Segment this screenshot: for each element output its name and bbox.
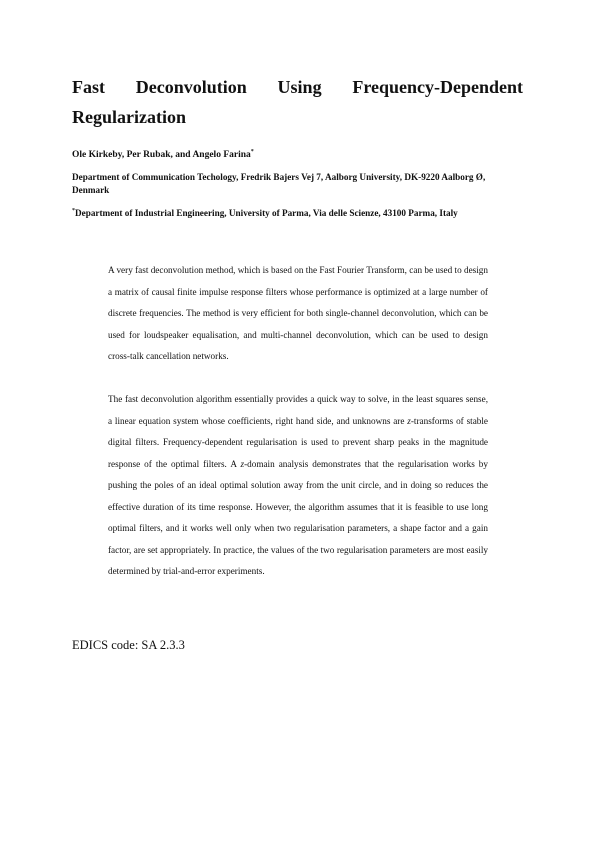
abstract-text: -domain analysis demonstrates that the regularisation works by pushing the poles of an ideal optimal solution away from the unit circle, and in doing so reduces the effective duration of its time response. However, the algorithm assumes that it is feasible to use long optimal filters, and it works well only when two regularisation parameters, a shape factor and a gain factor, are set appropriately. In practice, the values of the two regularisation parameters are most easily determined by trial-and-error experiments. [108,458,488,576]
title-word: Fast [72,77,105,97]
affiliation-parma-text: Department of Industrial Engineering, University of Parma, Via delle Scienze, 43100 Parma, Italy [75,208,458,218]
affiliation-parma [72,208,458,218]
affiliation-footnote-marker: * [72,207,75,214]
title-line-1 [72,72,523,102]
title-word: Using [277,77,322,97]
abstract-paragraph-2 [108,389,488,583]
z-variable: z [407,415,411,426]
abstract-text: -transforms of stable digital filters. Frequency-dependent regularisation is used to prevent sharp peaks in the magnitude response of the optimal filters. A [108,415,488,469]
title-line-2: Regularization [72,107,186,127]
author-footnote-marker: * [250,148,254,155]
paper-title [72,72,523,132]
abstract-paragraph-1: A very fast deconvolution method, which is based on the Fast Fourier Transform, can be used to design a matrix of causal finite impulse response filters whose performance is optimized at a large number of discrete frequencies. The method is very efficient for both single-channel deconvolution, which can be used for loudspeaker equalisation, and multi-channel deconvolution, which can be used to design cross-talk cancellation networks. [108,265,488,361]
author-names: Ole Kirkeby, Per Rubak, and Angelo Farina [72,150,251,160]
author-list [72,150,254,160]
edics-code: EDICS code: SA 2.3.3 [72,638,185,652]
affiliation-aalborg: Department of Communication Techology, Fredrik Bajers Vej 7, Aalborg University, DK-9220 Aalborg Ø, Denmark [72,172,486,195]
abstract-text: The fast deconvolution algorithm essentially provides a quick way to solve, in the least squares sense, a linear equation system whose coefficients, right hand side, and unknowns are [108,394,488,426]
z-variable: z [240,458,245,469]
title-word: Frequency-Dependent [352,77,523,97]
title-word: Deconvolution [135,77,247,97]
